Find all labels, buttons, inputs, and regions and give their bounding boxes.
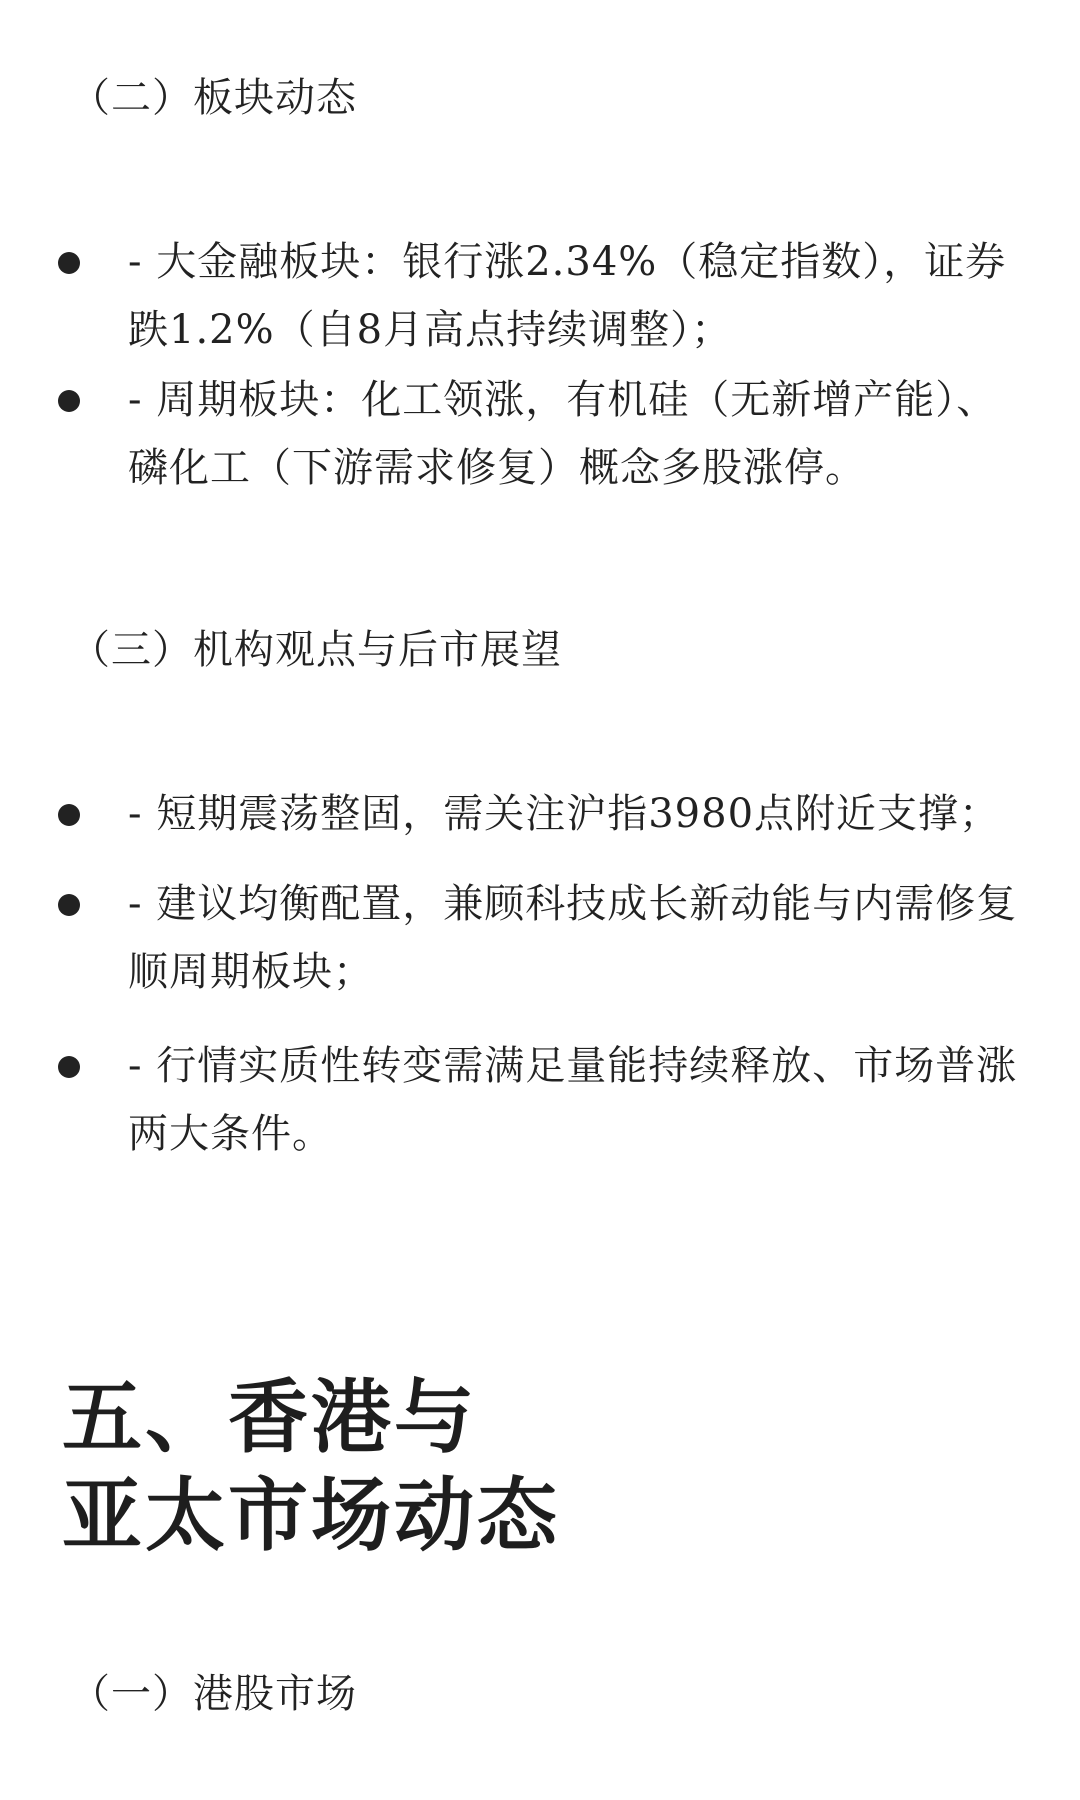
bullet-dot-icon (58, 1056, 80, 1078)
sector-bullet-list (0, 228, 1080, 502)
bullet-dot-icon (58, 252, 80, 274)
subheading-sector-dynamics: （二）板块动态 (70, 75, 357, 121)
chapter-heading-line1: 五、香港与 (62, 1370, 477, 1464)
bullet-dot-icon (58, 804, 80, 826)
list-item (0, 870, 1080, 1006)
subheading-institutional-outlook: （三）机构观点与后市展望 (70, 627, 562, 673)
list-item-text: - 短期震荡整固，需关注沪指3980点附近支撑； (128, 791, 1001, 837)
chapter-heading-line2: 亚太市场动态 (62, 1468, 560, 1562)
list-item (0, 228, 1080, 364)
list-item-text: - 行情实质性转变需满足量能持续释放、市场普涨两大条件。 (128, 1043, 1018, 1157)
list-item-text: - 建议均衡配置，兼顾科技成长新动能与内需修复顺周期板块； (128, 881, 1018, 995)
list-item (0, 780, 1080, 848)
bullet-dot-icon (58, 390, 80, 412)
list-item (0, 1032, 1080, 1168)
outlook-bullet-list (0, 780, 1080, 1168)
subheading-hk-market: （一）港股市场 (70, 1671, 357, 1717)
list-item-text: - 大金融板块：银行涨2.34%（稳定指数），证券跌1.2%（自8月高点持续调整）； (128, 239, 1007, 353)
chapter-heading (62, 1368, 560, 1564)
list-item-text: - 周期板块：化工领涨，有机硅（无新增产能）、磷化工（下游需求修复）概念多股涨停。 (128, 377, 998, 491)
list-item (0, 366, 1080, 502)
bullet-dot-icon (58, 894, 80, 916)
